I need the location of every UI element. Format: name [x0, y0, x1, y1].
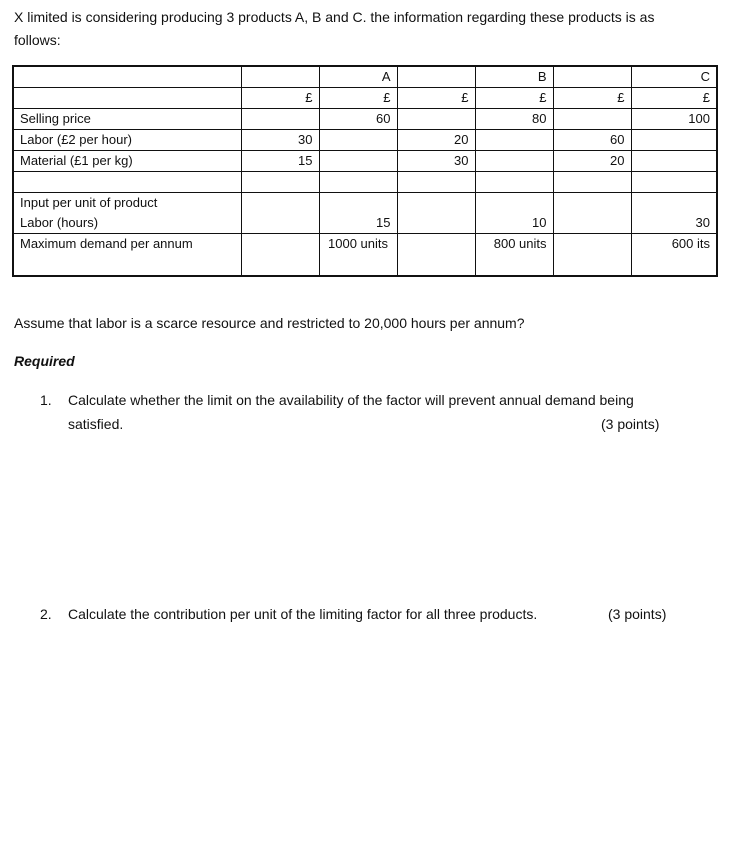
table-cell: [397, 172, 475, 193]
table-cell: [319, 151, 397, 172]
row-label: Maximum demand per annum: [13, 234, 241, 276]
table-cell: 1000 units: [319, 234, 397, 276]
row-label: Labor (£2 per hour): [13, 130, 241, 151]
table-cell: £: [397, 88, 475, 109]
table-cell: 100: [631, 109, 717, 130]
table-row: [13, 193, 717, 214]
row-label: Selling price: [13, 109, 241, 130]
question-2: [40, 602, 700, 626]
intro-line-2: follows:: [14, 32, 61, 48]
table-cell: [241, 109, 319, 130]
question-text: Calculate the contribution per unit of the limiting factor for all three products.: [68, 606, 538, 622]
table-cell: 60: [319, 109, 397, 130]
table-cell: [553, 66, 631, 88]
table-cell: £: [631, 88, 717, 109]
table-cell: [241, 193, 319, 214]
table-cell: [241, 172, 319, 193]
table-row: [13, 109, 717, 130]
table-cell: [241, 234, 319, 276]
intro-text: [14, 6, 714, 52]
table-cell: [319, 130, 397, 151]
table-cell: 10: [475, 213, 553, 234]
table-cell: [553, 193, 631, 214]
table-row: [13, 66, 717, 88]
table-cell: [553, 213, 631, 234]
question-points: (3 points): [601, 416, 660, 432]
table-row: [13, 234, 717, 276]
table-cell: 15: [319, 213, 397, 234]
table-cell: 30: [631, 213, 717, 234]
table-cell: [397, 234, 475, 276]
table-cell: [319, 193, 397, 214]
table-cell: [631, 193, 717, 214]
table-cell: 15: [241, 151, 319, 172]
table-cell: [475, 193, 553, 214]
table-cell: [397, 109, 475, 130]
table-cell: [13, 66, 241, 88]
table-cell: 30: [397, 151, 475, 172]
table-header-b: B: [475, 66, 553, 88]
table-cell: £: [319, 88, 397, 109]
row-label: Material (£1 per kg): [13, 151, 241, 172]
table-cell: £: [553, 88, 631, 109]
table-cell: £: [241, 88, 319, 109]
table-cell: [13, 88, 241, 109]
table-cell: 20: [397, 130, 475, 151]
question-text-cont: satisfied.: [68, 416, 124, 432]
table-cell: [241, 213, 319, 234]
product-table: [12, 65, 718, 277]
table-cell: [397, 66, 475, 88]
assumption-text: Assume that labor is a scarce resource and restricted to 20,000 hours per annum?: [14, 315, 525, 331]
table-header-a: A: [319, 66, 397, 88]
table-cell: £: [475, 88, 553, 109]
table-row: [13, 172, 717, 193]
table-cell: [631, 151, 717, 172]
row-label: Input per unit of product: [13, 193, 241, 214]
table-cell: [631, 130, 717, 151]
table-row: [13, 88, 717, 109]
table-cell: [553, 109, 631, 130]
table-cell: 60: [553, 130, 631, 151]
table-cell: 600 its: [631, 234, 717, 276]
question-points: (3 points): [608, 606, 667, 622]
table-cell: 800 units: [475, 234, 553, 276]
table-row: [13, 130, 717, 151]
intro-line-1: X limited is considering producing 3 products A, B and C. the information regarding these products is as: [14, 9, 655, 25]
table-cell: [319, 172, 397, 193]
question-number: 2.: [40, 606, 52, 622]
table-cell: [553, 172, 631, 193]
table-cell: [475, 151, 553, 172]
question-number: 1.: [40, 392, 52, 408]
table-cell: 30: [241, 130, 319, 151]
table-cell: [397, 193, 475, 214]
required-heading: Required: [14, 353, 75, 369]
table-cell: [553, 234, 631, 276]
question-1: [40, 388, 700, 436]
table-cell: [631, 172, 717, 193]
table-row: [13, 151, 717, 172]
question-text: Calculate whether the limit on the availability of the factor will prevent annual demand being: [68, 392, 634, 408]
table-cell: [475, 130, 553, 151]
table-header-c: C: [631, 66, 717, 88]
table-cell: [241, 66, 319, 88]
table-cell: [475, 172, 553, 193]
table-cell: 80: [475, 109, 553, 130]
table-cell: [397, 213, 475, 234]
table-cell: 20: [553, 151, 631, 172]
table-row: [13, 213, 717, 234]
table-cell: [13, 172, 241, 193]
row-label: Labor (hours): [13, 213, 241, 234]
